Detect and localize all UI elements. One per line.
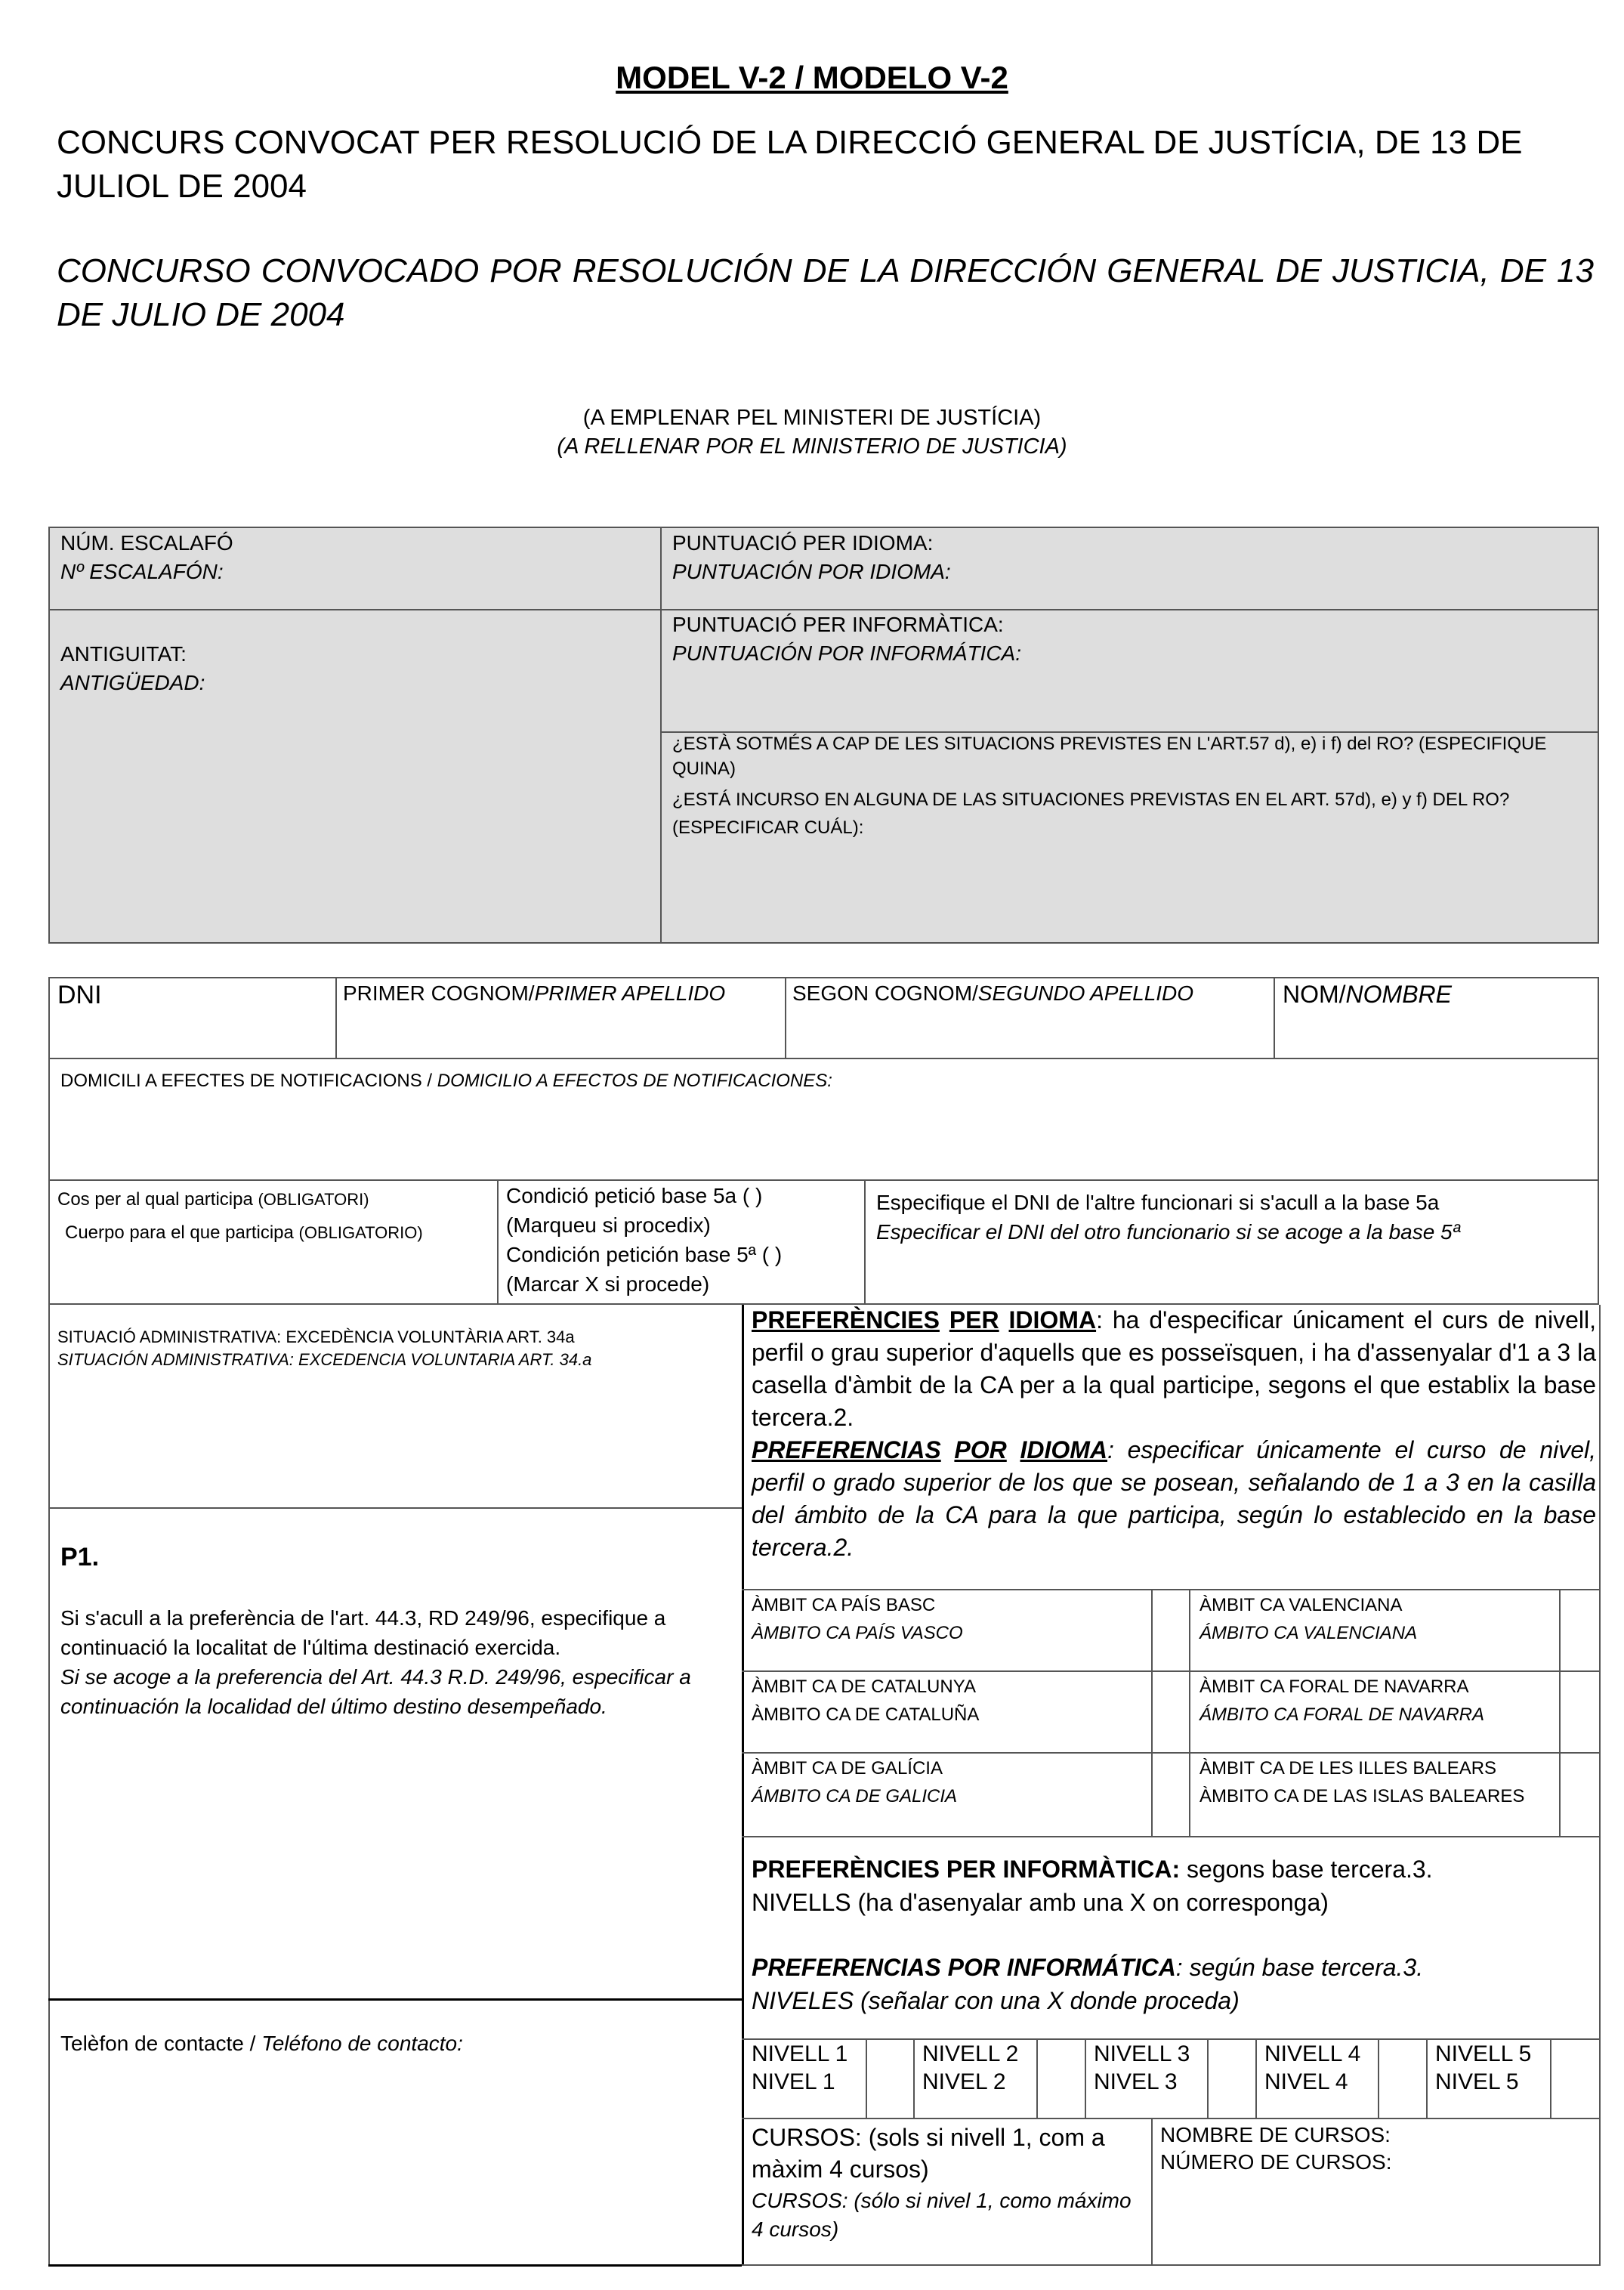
pref-idioma-ca: PREFERÈNCIES PER IDIOMA: ha d'especificar únicament el curs de nivell, perfil o grau superior d'aquells que es posseïsquen, i ha d'assenyalar d'1 a 3 la casella d'àmbit de la CA per a la qual participe, segons el que establix la base tercera.2. bbox=[752, 1306, 1597, 1431]
domicili-field[interactable]: DOMICILI A EFECTES DE NOTIFICACIONS / DOMICILIO A EFECTOS DE NOTIFICACIONES: bbox=[60, 1071, 832, 1091]
ambit-galicia-box[interactable] bbox=[1153, 1754, 1188, 1834]
nom-field[interactable]: NOM/NOMBRE bbox=[1283, 981, 1452, 1008]
nivell-5-box[interactable] bbox=[1551, 2040, 1598, 2117]
title-spanish: CONCURSO CONVOCADO POR RESOLUCIÓN DE LA DIRECCIÓN GENERAL DE JUSTICIA, DE 13 DE JULIO DE 2004 bbox=[57, 252, 1594, 333]
pref-idioma-es: PREFERENCIAS POR IDIOMA: especificar únicamente el curso de nivel, perfil o grado superior de los que se posean, señalando de 1 a 3 en la casilla del ámbito de la CA para la que participa, según lo establecido en la base tercera.2. bbox=[752, 1436, 1597, 1561]
cursos-label-ca: CURSOS: (sols si nivell 1, com a màxim 4 cursos) bbox=[752, 2124, 1105, 2183]
nivell-4: NIVELL 4 NIVEL 4 bbox=[1264, 2041, 1361, 2094]
situacio-administrativa: SITUACIÓ ADMINISTRATIVA: EXCEDÈNCIA VOLUNTÀRIA ART. 34a bbox=[57, 1327, 575, 1346]
cos-field-es: Cuerpo para el que participa (OBLIGATORIO) bbox=[65, 1222, 423, 1243]
situacions-question-ca: ¿ESTÀ SOTMÉS A CAP DE LES SITUACIONS PREVISTES EN L'ART.57 d), e) i f) del RO? (ESPECIFIQUE QUINA) bbox=[672, 734, 1547, 779]
ambit-valenciana: ÀMBIT CA VALENCIANA ÁMBITO CA VALENCIANA bbox=[1199, 1595, 1418, 1643]
antiguitat-label: ANTIGUITAT: bbox=[60, 642, 187, 666]
ambit-balears: ÀMBIT CA DE LES ILLES BALEARS ÀMBITO CA DE LAS ISLAS BALEARES bbox=[1199, 1758, 1525, 1806]
informatica-score-label-es: PUNTUACIÓN POR INFORMÁTICA: bbox=[672, 641, 1022, 665]
fill-note-catalan: (A EMPLENAR PEL MINISTERI DE JUSTÍCIA) bbox=[582, 406, 1042, 430]
situacio-administrativa-es: SITUACIÓN ADMINISTRATIVA: EXCEDENCIA VOLUNTARIA ART. 34.a bbox=[57, 1350, 592, 1369]
dni-field[interactable]: DNI bbox=[57, 981, 102, 1009]
nivell-2: NIVELL 2 NIVEL 2 bbox=[922, 2041, 1019, 2094]
nivell-1-box[interactable] bbox=[867, 2040, 912, 2117]
p1-text-es: Si se acoge a la preferencia del Art. 44.3 R.D. 249/96, especificar a continuación la localidad del último destino desempeñado. bbox=[60, 1665, 691, 1718]
idioma-score-label-es: PUNTUACIÓN POR IDIOMA: bbox=[672, 560, 951, 583]
fill-note-spanish: (A RELLENAR POR EL MINISTERIO DE JUSTICIA) bbox=[557, 434, 1067, 459]
dni-altre-label-es: Especificar el DNI del otro funcionario si se acoge a la base 5ª bbox=[876, 1220, 1460, 1244]
nombre-cursos-field[interactable]: NOMBRE DE CURSOS: NÚMERO DE CURSOS: bbox=[1160, 2123, 1392, 2174]
p1-title: P1. bbox=[60, 1543, 100, 1571]
nivell-5: NIVELL 5 NIVEL 5 bbox=[1435, 2041, 1532, 2094]
p1-text-ca: Si s'acull a la preferència de l'art. 44.3, RD 249/96, especifique a continuació la localitat de l'última destinació exercida. bbox=[60, 1606, 666, 1659]
ambit-catalunya-box[interactable] bbox=[1153, 1673, 1188, 1751]
pref-informatica-es: PREFERENCIAS POR INFORMÁTICA: según base tercera.3. NIVELES (señalar con una X donde proceda) bbox=[752, 1954, 1424, 2014]
ambit-galicia: ÀMBIT CA DE GALÍCIA ÁMBITO CA DE GALICIA bbox=[752, 1758, 958, 1806]
escalafo-label-es: Nº ESCALAFÓN: bbox=[60, 560, 224, 583]
nivell-3-box[interactable] bbox=[1209, 2040, 1254, 2117]
ambit-catalunya: ÀMBIT CA DE CATALUNYA ÀMBITO CA DE CATALUÑA bbox=[752, 1677, 980, 1725]
primer-cognom-field[interactable]: PRIMER COGNOM/PRIMER APELLIDO bbox=[343, 981, 726, 1005]
condicio-checkbox[interactable]: Condició petició base 5a ( ) (Marqueu si procedix) Condición petición base 5ª ( ) (Marcar X si procede) bbox=[506, 1184, 783, 1296]
ambit-pais-basc-box[interactable] bbox=[1153, 1591, 1188, 1670]
antiguitat-label-es: ANTIGÜEDAD: bbox=[60, 671, 205, 694]
nivell-2-box[interactable] bbox=[1038, 2040, 1083, 2117]
ambit-navarra: ÀMBIT CA FORAL DE NAVARRA ÁMBITO CA FORAL DE NAVARRA bbox=[1199, 1677, 1484, 1725]
idioma-score-label: PUNTUACIÓ PER IDIOMA: bbox=[672, 531, 934, 555]
cursos-label-es: CURSOS: (sólo si nivel 1, como máximo 4 cursos) bbox=[752, 2189, 1132, 2241]
escalafo-label: NÚM. ESCALAFÓ bbox=[60, 531, 233, 555]
informatica-score-label: PUNTUACIÓ PER INFORMÀTICA: bbox=[672, 613, 1004, 636]
telefon-field[interactable]: Telèfon de contacte / Teléfono de contacto: bbox=[60, 2032, 463, 2055]
model-title: MODEL V-2 / MODELO V-2 bbox=[616, 60, 1008, 95]
title-catalan: CONCURS CONVOCAT PER RESOLUCIÓ DE LA DIRECCIÓ GENERAL DE JUSTÍCIA, DE 13 DE JULIOL DE 2004 bbox=[57, 124, 1523, 205]
nivell-1: NIVELL 1 NIVEL 1 bbox=[752, 2041, 848, 2094]
nivell-4-box[interactable] bbox=[1379, 2040, 1425, 2117]
situacions-question-es: ¿ESTÁ INCURSO EN ALGUNA DE LAS SITUACIONES PREVISTAS EN EL ART. 57d), e) y f) DEL RO? (ESPECIFICAR CUÁL): bbox=[672, 790, 1510, 838]
ambit-pais-basc: ÀMBIT CA PAÍS BASC ÀMBITO CA PAÍS VASCO bbox=[752, 1595, 963, 1643]
ambit-balears-box[interactable] bbox=[1561, 1754, 1598, 1834]
segon-cognom-field[interactable]: SEGON COGNOM/SEGUNDO APELLIDO bbox=[792, 981, 1194, 1005]
ambit-navarra-box[interactable] bbox=[1561, 1673, 1598, 1751]
cos-field[interactable]: Cos per al qual participa (OBLIGATORI) bbox=[57, 1189, 369, 1210]
dni-altre-label: Especifique el DNI de l'altre funcionari si s'acull a la base 5a bbox=[876, 1191, 1440, 1214]
nivell-3: NIVELL 3 NIVEL 3 bbox=[1094, 2041, 1190, 2094]
pref-informatica-ca: PREFERÈNCIES PER INFORMÀTICA: segons base tercera.3. NIVELLS (ha d'asenyalar amb una X on corresponga) bbox=[752, 1856, 1433, 1916]
ambit-valenciana-box[interactable] bbox=[1561, 1591, 1598, 1670]
